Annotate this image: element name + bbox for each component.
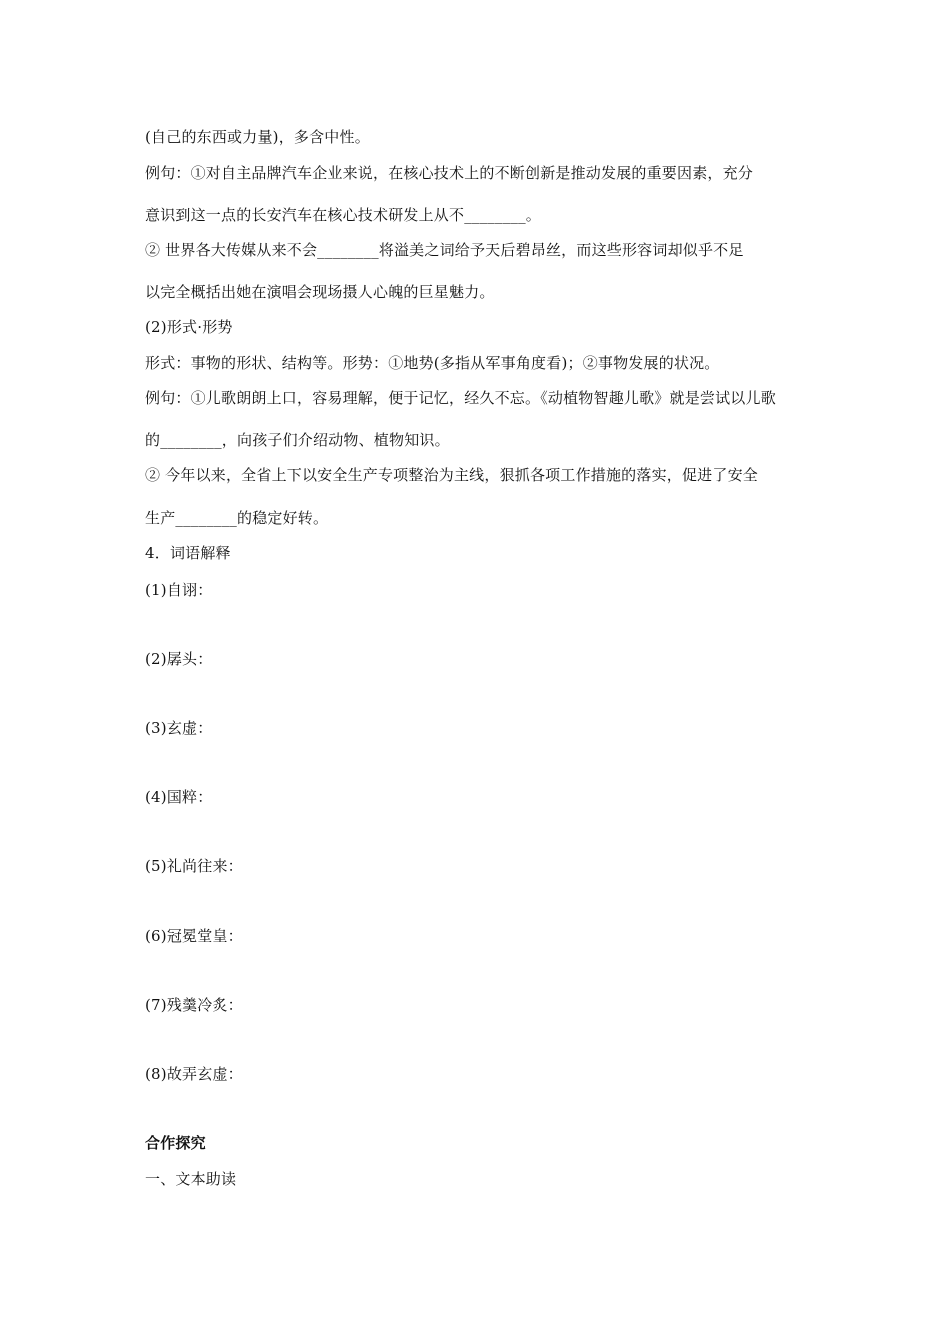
text-line: 例句：①对自主品牌汽车企业来说，在核心技术上的不断创新是推动发展的重要因素，充分 [145, 164, 754, 182]
term-item: (4)国粹： [145, 788, 213, 806]
section-title: 合作探究 [145, 1134, 206, 1152]
term-item: (2)孱头： [145, 650, 213, 668]
text-line: 意识到这一点的长安汽车在核心技术研发上从不________。 [145, 206, 542, 224]
text-line: ② 今年以来，全省上下以安全生产专项整治为主线，狠抓各项工作措施的落实，促进了安全 [145, 466, 758, 484]
term-item: (8)故弄玄虚： [145, 1065, 243, 1083]
subsection-title: 一、文本助读 [145, 1170, 237, 1188]
term-item: (7)残羹冷炙： [145, 996, 243, 1014]
term-item: (1)自诩： [145, 581, 213, 599]
text-line: 形式：事物的形状、结构等。形势：①地势(多指从军事角度看)；②事物发展的状况。 [145, 354, 720, 372]
section-heading-4: 4．词语解释 [145, 544, 231, 562]
text-line: 以完全概括出她在演唱会现场摄人心魄的巨星魅力。 [145, 283, 495, 301]
text-line: 生产________的稳定好转。 [145, 509, 329, 527]
text-line: ② 世界各大传媒从来不会________将溢美之词给予天后碧昂丝，而这些形容词却似乎不足 [145, 241, 744, 259]
text-line: (2)形式·形势 [145, 318, 233, 336]
term-item: (3)玄虚： [145, 719, 213, 737]
term-item: (5)礼尚往来： [145, 857, 243, 875]
text-line: (自己的东西或力量)，多含中性。 [145, 128, 370, 146]
text-line: 的________，向孩子们介绍动物、植物知识。 [145, 431, 450, 449]
term-item: (6)冠冕堂皇： [145, 927, 243, 945]
text-line: 例句：①儿歌朗朗上口，容易理解，便于记忆，经久不忘。《动植物智趣儿歌》就是尝试以儿歌 [145, 389, 776, 407]
